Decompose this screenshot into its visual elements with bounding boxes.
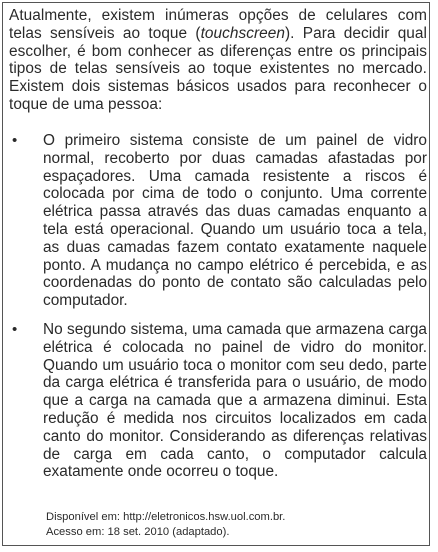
source-availability: Disponível em: http://eletronicos.hsw.uol.com.br. <box>46 511 286 523</box>
intro-italic-term: touchscreen <box>200 24 285 42</box>
list-item-text: No segundo sistema, uma camada que armazena carga elétrica é colocada no painel de vidro do monitor. Quando um usuário toca o monitor com seu dedo, parte da carga elétrica é transferida para o usuário, de modo que a carga na camada que a armazena diminui. Esta redução é medida nos circuitos localizados em cada canto do monitor. Considerando as diferenças relativas de carga em cada canto, o computador calcula exatamente onde ocorreu o toque. <box>43 321 427 481</box>
text-frame <box>2 2 430 546</box>
bullet-icon: • <box>12 321 18 338</box>
source-access-date: Acesso em: 18 set. 2010 (adaptado). <box>46 525 230 538</box>
intro-text-start: Atualmente, existem inúmeras opções de celulares com telas sensíveis ao toque ( <box>9 7 427 42</box>
list-item-text: O primeiro sistema consiste de um painel de vidro normal, recoberto por duas camadas afastadas por espaçadores. Uma camada resistente a riscos é colocada por cima de todo o conjunto. Uma corrente elétrica passa através das duas camadas enquanto a tela está operacional. Quando um usuário toca a tela, as duas camadas fazem contato exatamente naquele ponto. A mudança no campo elétrico é percebida, e as coordenadas do ponto de contato são calculadas pelo computador. <box>43 132 427 310</box>
intro-text-end: ). Para decidir qual escolher, é bom conhecer as diferenças entre os principais tipos de telas sensíveis ao toque existentes no mercado. Existem dois sistemas básicos usados para reconhecer o toque de uma pessoa: <box>9 24 427 113</box>
intro-paragraph <box>9 7 427 114</box>
bullet-icon: • <box>12 132 18 149</box>
source-citation <box>46 510 285 539</box>
